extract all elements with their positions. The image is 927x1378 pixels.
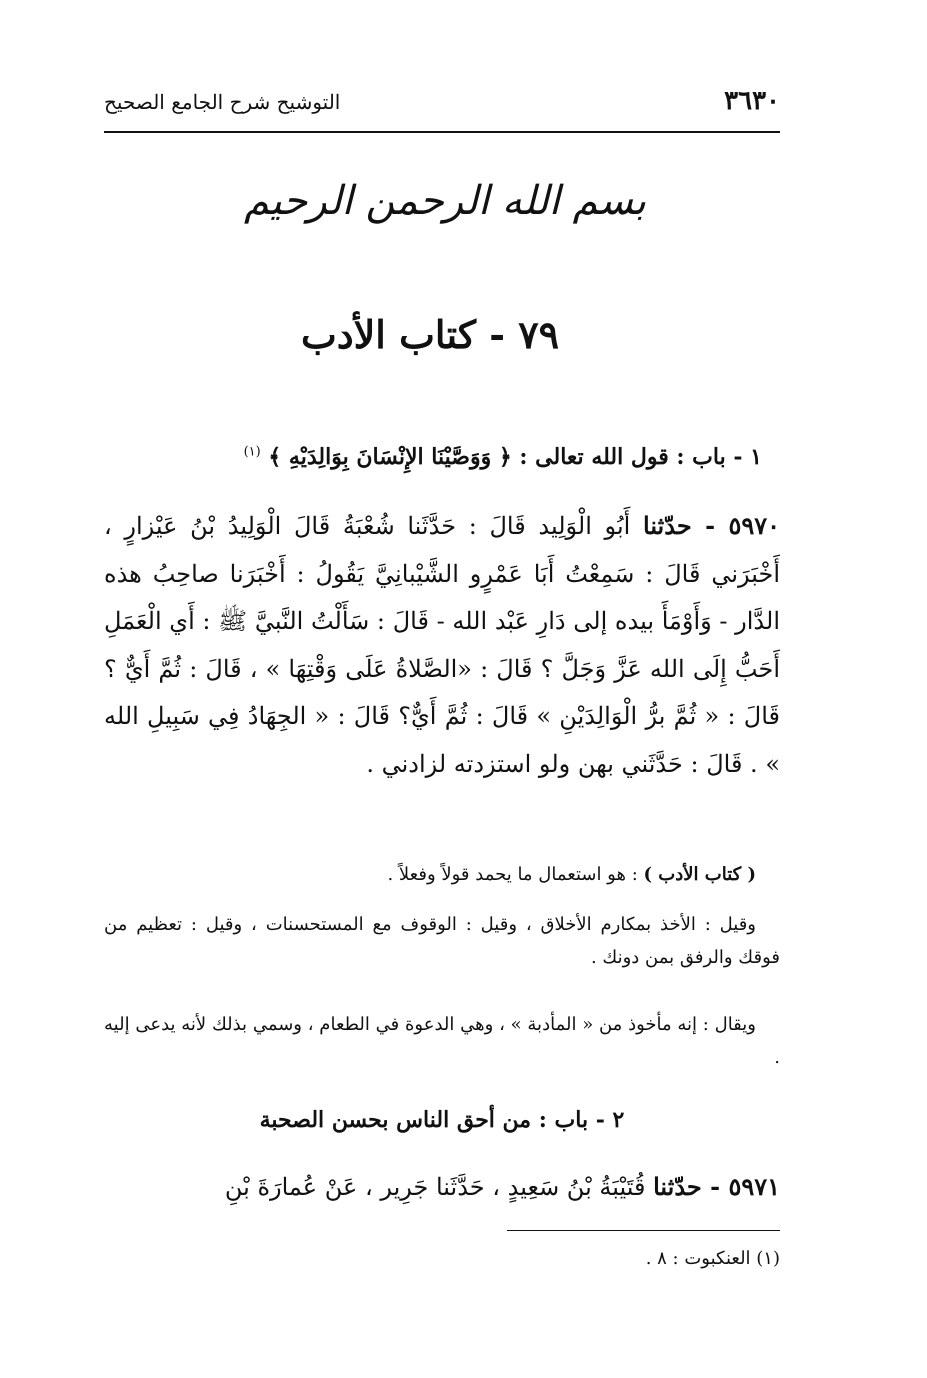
chapter-heading-1 <box>244 444 762 470</box>
hadith-number: ٥٩٧٠ - حدّثنا <box>643 511 780 540</box>
running-title: التوشيح شرح الجامع الصحيح <box>104 90 341 114</box>
commentary-term: ( كتاب الأدب ) <box>643 864 756 885</box>
footnote-marker: (١) <box>243 444 261 460</box>
commentary-paragraph: وقيل : الأخذ بمكارم الأخلاق ، وقيل : الوقوف مع المستحسنات ، وقيل : تعظيم من فوقك والرفق بمن دونك . <box>104 914 780 968</box>
page-header <box>104 86 780 126</box>
chapter-heading-2: ٢ - باب : من أحق الناس بحسن الصحبة <box>259 1107 625 1133</box>
footnote-rule <box>507 1230 780 1231</box>
commentary-paragraph <box>104 858 780 891</box>
commentary-paragraph: ويقال : إنه مأخوذ من « المأدبة » ، وهي الدعوة في الطعام ، وسمي بذلك لأنه يدعى إليه . <box>104 1014 780 1068</box>
hadith-number: ٥٩٧١ - حدّثنا <box>653 1172 780 1201</box>
book-title: ٧٩ - كتاب الأدب <box>300 312 560 357</box>
hadith-5971 <box>104 1163 780 1212</box>
hadith-text: قُتَيْبَةُ بْنُ سَعِيدٍ ، حَدَّثَنا جَرِير ، عَنْ عُمارَةَ بْنِ <box>224 1173 646 1201</box>
hadith-text: أَبُو الْوَلِيد قَالَ : حَدَّثَنا شُعْبَةُ قَالَ الْوَلِيدُ بْنُ عَيْزارٍ ، أَخْبَرَني قَالَ : سَمِعْتُ أَبَا عَمْرٍو الشَّيْبانِيَّ يَقُولُ : أَخْبَرَنا صاحِبُ هذه الدَّار - وَأَوْمَأَ بيده إلى دَارِ عَبْد الله - قَالَ : سَأَلْتُ النَّبيَّ ﷺ : أَي الْعَمَلِ أَحَبُّ إِلَى الله عَزَّ وَجَلَّ ؟ قَالَ : «الصَّلاةُ عَلَى وَقْتِهَا » ، قَالَ : ثُمَّ أَيٌّ ؟ قَالَ : « ثُمَّ برُّ الْوَالِدَيْنِ » قَالَ : ثُمَّ أَيٌّ؟ قَالَ : « الجِهَادُ فِي سَبِيلِ الله » . قَالَ : حَدَّثَني بهن ولو استزدته لزادني . <box>104 512 780 778</box>
hadith-5970 <box>104 502 780 788</box>
header-rule <box>104 131 780 133</box>
commentary-text: : هو استعمال ما يحمد قولاً وفعلاً . <box>387 864 644 885</box>
footnote: (١) العنكبوت : ٨ . <box>645 1248 780 1269</box>
page-number: ٣٦٣٠ <box>724 86 780 116</box>
basmala-calligraphy: بسم الله الرحمن الرحيم <box>243 178 647 224</box>
chapter-heading-text: ١ - باب : قول الله تعالى : ﴿ وَوَصَّيْنَا الإِنْسَانَ بِوَالِدَيْهِ ﴾ <box>268 444 762 470</box>
